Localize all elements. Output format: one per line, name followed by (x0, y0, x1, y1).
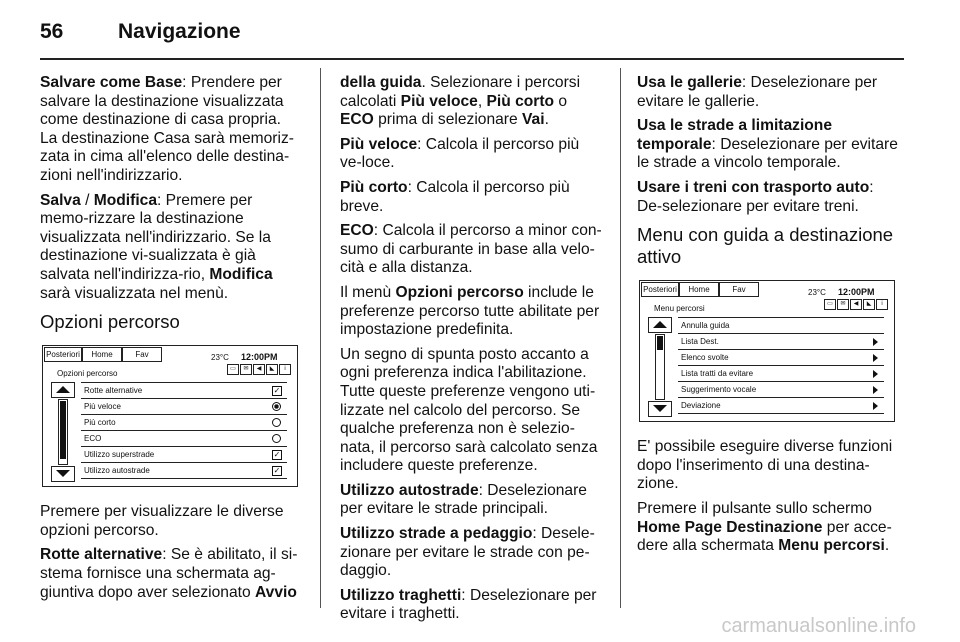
options-list (81, 382, 287, 479)
list-item-label: Suggerimento vocale (681, 385, 757, 395)
scrollbar[interactable] (655, 334, 665, 400)
term: Usa le strade a limitazione temporale (637, 117, 832, 153)
tab-rear[interactable]: Posteriori (44, 347, 82, 362)
text: Premere il pulsante sullo schermo (637, 499, 872, 517)
term: ECO (340, 111, 374, 129)
list-item[interactable] (81, 383, 287, 399)
list-item-label: Lista tratti da evitare (681, 369, 754, 379)
scrollbar-thumb[interactable] (60, 401, 66, 459)
paragraph: E' possibile eseguire diverse funzioni dopo l'inserimento di una destina-zione. (637, 438, 893, 493)
list-item-label: Più veloce (84, 402, 121, 412)
text: prima di selezionare (373, 111, 523, 129)
chevron-right-icon (873, 386, 878, 394)
term: Salva (40, 191, 81, 209)
paragraph (637, 179, 899, 216)
paragraph (340, 179, 602, 216)
term: Vai (522, 111, 545, 129)
scroll-up-button[interactable] (648, 317, 672, 333)
screen-title: Opzioni percorso (57, 369, 118, 379)
route-options-screen (42, 345, 298, 487)
phone-icon: ▭ (227, 364, 239, 375)
status-icons (227, 364, 291, 375)
page-number: 56 (40, 20, 64, 43)
term: Modifica (209, 265, 273, 283)
term: Più veloce (400, 92, 478, 110)
term: Usa le gallerie (637, 74, 742, 91)
text: Il menù (340, 283, 396, 301)
term: Salvare come Base (40, 74, 183, 91)
list-item-label: Elenco svolte (681, 353, 729, 363)
volume-icon: ◀ (253, 364, 265, 375)
page-header (40, 18, 904, 58)
message-icon: ✉ (240, 364, 252, 375)
section-title: Opzioni percorso (40, 311, 180, 333)
scroll-down-button[interactable] (648, 401, 672, 417)
temperature: 23°C (808, 288, 826, 298)
paragraph (340, 482, 602, 519)
list-item-label: Deviazione (681, 401, 721, 411)
checkbox-icon[interactable]: ✓ (273, 450, 281, 460)
paragraph (637, 74, 899, 111)
text: : De-selezionare per evitare treni. (637, 178, 874, 215)
term: Utilizzo traghetti (340, 586, 462, 604)
scroll-down-button[interactable] (51, 466, 75, 482)
paragraph (340, 284, 602, 340)
text: include le preferenze percorso tutte abilitate per impostazione predefinita. (340, 283, 600, 339)
text: sarà visualizzata nel menù. (40, 284, 229, 302)
list-item[interactable] (678, 398, 884, 414)
scrollbar-thumb[interactable] (657, 336, 663, 350)
paragraph: Un segno di spunta posto accanto a ogni preferenza indica l'abilitazione. Tutte queste preferenze vengono uti-lizzate nel calcolo del percorso. Se qualche preferenza non è selezio-nata, il percorso sarà calcolato senza includere queste preferenze. (340, 345, 598, 475)
screen-title: Menu percorsi (654, 304, 705, 314)
chevron-right-icon (873, 402, 878, 410)
tab-rear[interactable]: Posteriori (641, 282, 679, 297)
term: Avvio (255, 583, 297, 601)
paragraph (637, 500, 899, 556)
paragraph (340, 587, 602, 624)
text: : Calcola il percorso più breve. (340, 178, 570, 215)
text: / (80, 191, 94, 209)
column-divider (320, 68, 321, 608)
volume-icon: ◀ (850, 299, 862, 310)
paragraph (340, 525, 602, 581)
text: : Prendere per salvare la destinazione visualizzata come destinazione di casa propria. La destinazione Casa sarà memoriz-zata in cima all'elenco delle destina-zioni nell'indirizzario. (40, 74, 294, 184)
checkbox-icon[interactable]: ✓ (273, 386, 281, 396)
clock: 12:00PM (241, 352, 278, 363)
section-title: Menu con guida a destinazione attivo (637, 224, 894, 268)
paragraph (340, 74, 602, 130)
text: : Calcola il percorso a minor con-sumo di carburante in base alla velo-cità e alla distanza. (340, 222, 602, 277)
text: . Selezionare i percorsi calcolati (340, 74, 581, 110)
term: Home Page Destinazione (637, 518, 823, 536)
list-item-label: ECO (84, 434, 102, 444)
list-item[interactable] (81, 431, 287, 447)
list-item-label: Utilizzo autostrade (84, 466, 150, 476)
radio-unselected-icon[interactable] (272, 434, 281, 443)
list-item[interactable] (678, 350, 884, 366)
text: : Deselezionare per evitare le strade principali. (340, 481, 587, 518)
info-icon: i (279, 364, 291, 375)
text: . (884, 537, 890, 555)
term: Menu percorsi (778, 537, 885, 555)
list-item[interactable] (81, 463, 287, 479)
text: o (554, 92, 568, 110)
chevron-right-icon (873, 370, 878, 378)
checkbox-icon[interactable]: ✓ (273, 466, 281, 476)
tab-fav[interactable]: Fav (719, 282, 759, 297)
list-item-label: Annulla guida (681, 321, 730, 331)
paragraph: Premere per visualizzare le diverse opzioni percorso. (40, 503, 284, 539)
paragraph (40, 192, 302, 304)
term: ECO (340, 222, 374, 240)
tab-home[interactable]: Home (679, 282, 719, 297)
paragraph (40, 546, 302, 602)
phone-icon: ▭ (824, 299, 836, 310)
list-item-label: Rotte alternative (84, 386, 143, 396)
list-item[interactable] (81, 399, 287, 415)
term: Più corto (486, 92, 555, 110)
term: Utilizzo autostrade (340, 481, 479, 499)
status-icons (824, 299, 888, 310)
radio-selected-icon[interactable] (272, 402, 281, 411)
text: : Desele-zionare per evitare le strade con pe-daggio. (340, 525, 595, 580)
message-icon: ✉ (837, 299, 849, 310)
signal-icon: ◣ (266, 364, 278, 375)
list-item[interactable] (678, 366, 884, 382)
term: Opzioni percorso (395, 283, 524, 301)
text: per acce-dere alla schermata (637, 518, 892, 555)
column-1 (40, 74, 302, 608)
scrollbar[interactable] (58, 399, 68, 465)
text: : Deselezionare per evitare le strade a vincolo temporale. (637, 135, 898, 172)
clock: 12:00PM (838, 287, 875, 298)
term: Rotte alternative (40, 546, 163, 564)
text: : Premere per memo-rizzare la destinazione visualizzata nell'indirizzario. Se la destinazione vi-sualizzata è già salvata nell'indirizza-rio, (40, 191, 271, 283)
text: : Deselezionare per evitare i traghetti. (340, 586, 597, 623)
term: Più corto (340, 178, 408, 196)
list-item[interactable] (678, 382, 884, 398)
tab-fav[interactable]: Fav (122, 347, 162, 362)
chevron-right-icon (873, 354, 878, 362)
text: , (477, 92, 487, 110)
list-item[interactable] (81, 415, 287, 431)
list-item-label: Più corto (84, 418, 116, 428)
scroll-up-button[interactable] (51, 382, 75, 398)
text: : Se è abilitato, il si-stema fornisce una schermata ag-giuntiva dopo aver selezionato (40, 546, 298, 601)
list-item-label: Utilizzo superstrade (84, 450, 155, 460)
list-item[interactable] (678, 334, 884, 350)
term: Modifica (93, 191, 158, 209)
term: della guida (340, 74, 422, 91)
column-divider (620, 68, 621, 608)
list-item-label: Lista Dest. (681, 337, 719, 347)
paragraph (40, 74, 302, 186)
header-rule (40, 58, 904, 60)
term: Utilizzo strade a pedaggio (340, 525, 533, 543)
chevron-right-icon (873, 338, 878, 346)
text: . (544, 111, 549, 129)
signal-icon: ◣ (863, 299, 875, 310)
paragraph (340, 136, 602, 173)
paragraph (637, 117, 899, 173)
temperature: 23°C (211, 353, 229, 363)
text: : Calcola il percorso più ve-loce. (340, 135, 580, 172)
watermark: carmanualsonline.info (721, 615, 916, 637)
term: Usare i treni con trasporto auto (637, 178, 870, 196)
route-menu-screen (639, 280, 895, 422)
info-icon: i (876, 299, 888, 310)
list-item[interactable] (678, 318, 884, 334)
column-2 (340, 74, 602, 630)
radio-unselected-icon[interactable] (272, 418, 281, 427)
page-title: Navigazione (118, 20, 241, 43)
menu-list (678, 317, 884, 414)
tab-home[interactable]: Home (82, 347, 122, 362)
paragraph (340, 222, 602, 278)
term: Più veloce (340, 135, 418, 153)
text: : Deselezionare per evitare le gallerie. (637, 74, 878, 110)
column-3 (637, 74, 899, 562)
list-item[interactable] (81, 447, 287, 463)
